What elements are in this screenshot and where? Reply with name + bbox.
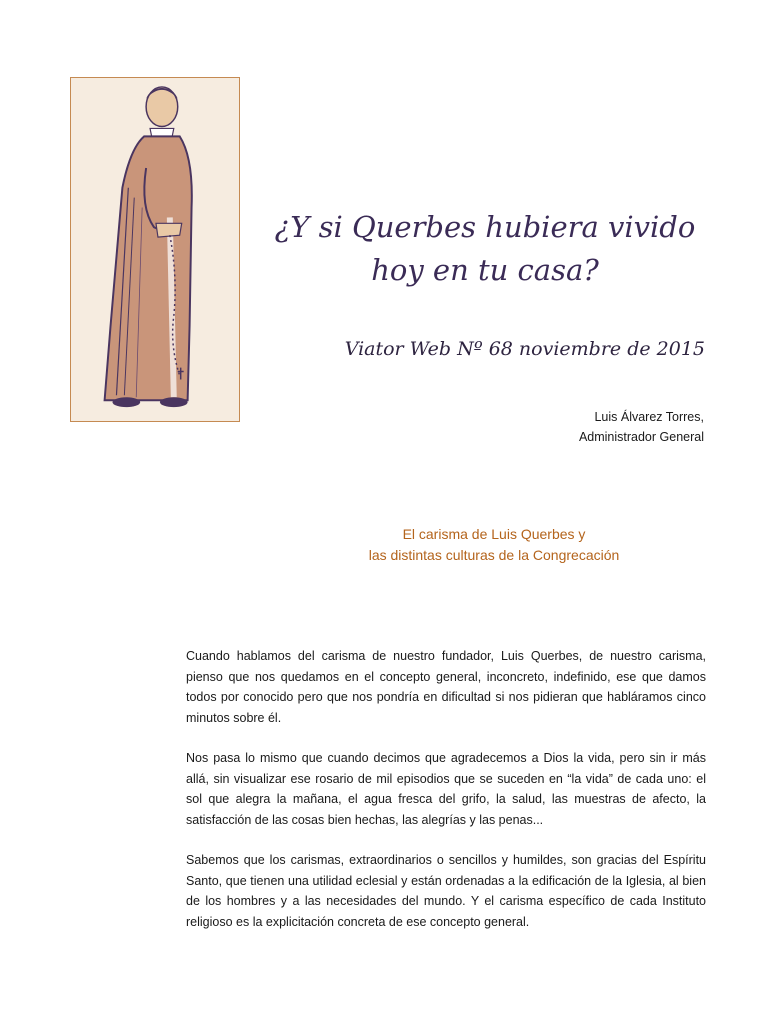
body-paragraph: Nos pasa lo mismo que cuando decimos que agradecemos a Dios la vida, pero sin ir más allá, sin visualizar ese rosario de mil episodios que se suceden en “la vida” de cada uno: el sol que alegra la mañana, el agua fresca del grifo, la salud, las muestras de afecto, la satisfacción de las cosas bien hechas, las alegrías y las penas... bbox=[186, 751, 706, 827]
section-subtitle-line2: las distintas culturas de la Congrecación bbox=[368, 547, 620, 563]
article-title-line2: hoy en tu casa? bbox=[371, 253, 599, 287]
section-subtitle bbox=[300, 524, 688, 566]
article-title bbox=[250, 206, 720, 292]
section-subtitle-line1: El carisma de Luis Querbes y bbox=[402, 526, 586, 542]
article-body bbox=[186, 646, 706, 952]
querbes-portrait-image bbox=[70, 77, 240, 422]
author-block bbox=[440, 407, 704, 447]
article-title-line1: ¿Y si Querbes hubiera vivido bbox=[274, 210, 696, 244]
issue-line: Viator Web Nº 68 noviembre de 2015 bbox=[344, 338, 705, 360]
body-paragraph: Cuando hablamos del carisma de nuestro fundador, Luis Querbes, de nuestro carisma, pienso que nos quedamos en el concepto general, inconcreto, indefinido, ese que damos todos por conocido pero que nos pondría en dificultad si nos pidieran que habláramos cinco minutos sobre él. bbox=[186, 649, 706, 725]
author-name: Luis Álvarez Torres, bbox=[594, 410, 704, 424]
body-paragraph: Sabemos que los carismas, extraordinarios o sencillos y humildes, son gracias del Espíritu Santo, que tienen una utilidad eclesial y están ordenadas a la edificación de la Iglesia, al bien de los hombres y a las necesidades del mundo. Y el carisma específico de cada Instituto religioso es la explicitación concreta de ese concepto general. bbox=[186, 853, 706, 929]
author-role: Administrador General bbox=[578, 430, 704, 444]
